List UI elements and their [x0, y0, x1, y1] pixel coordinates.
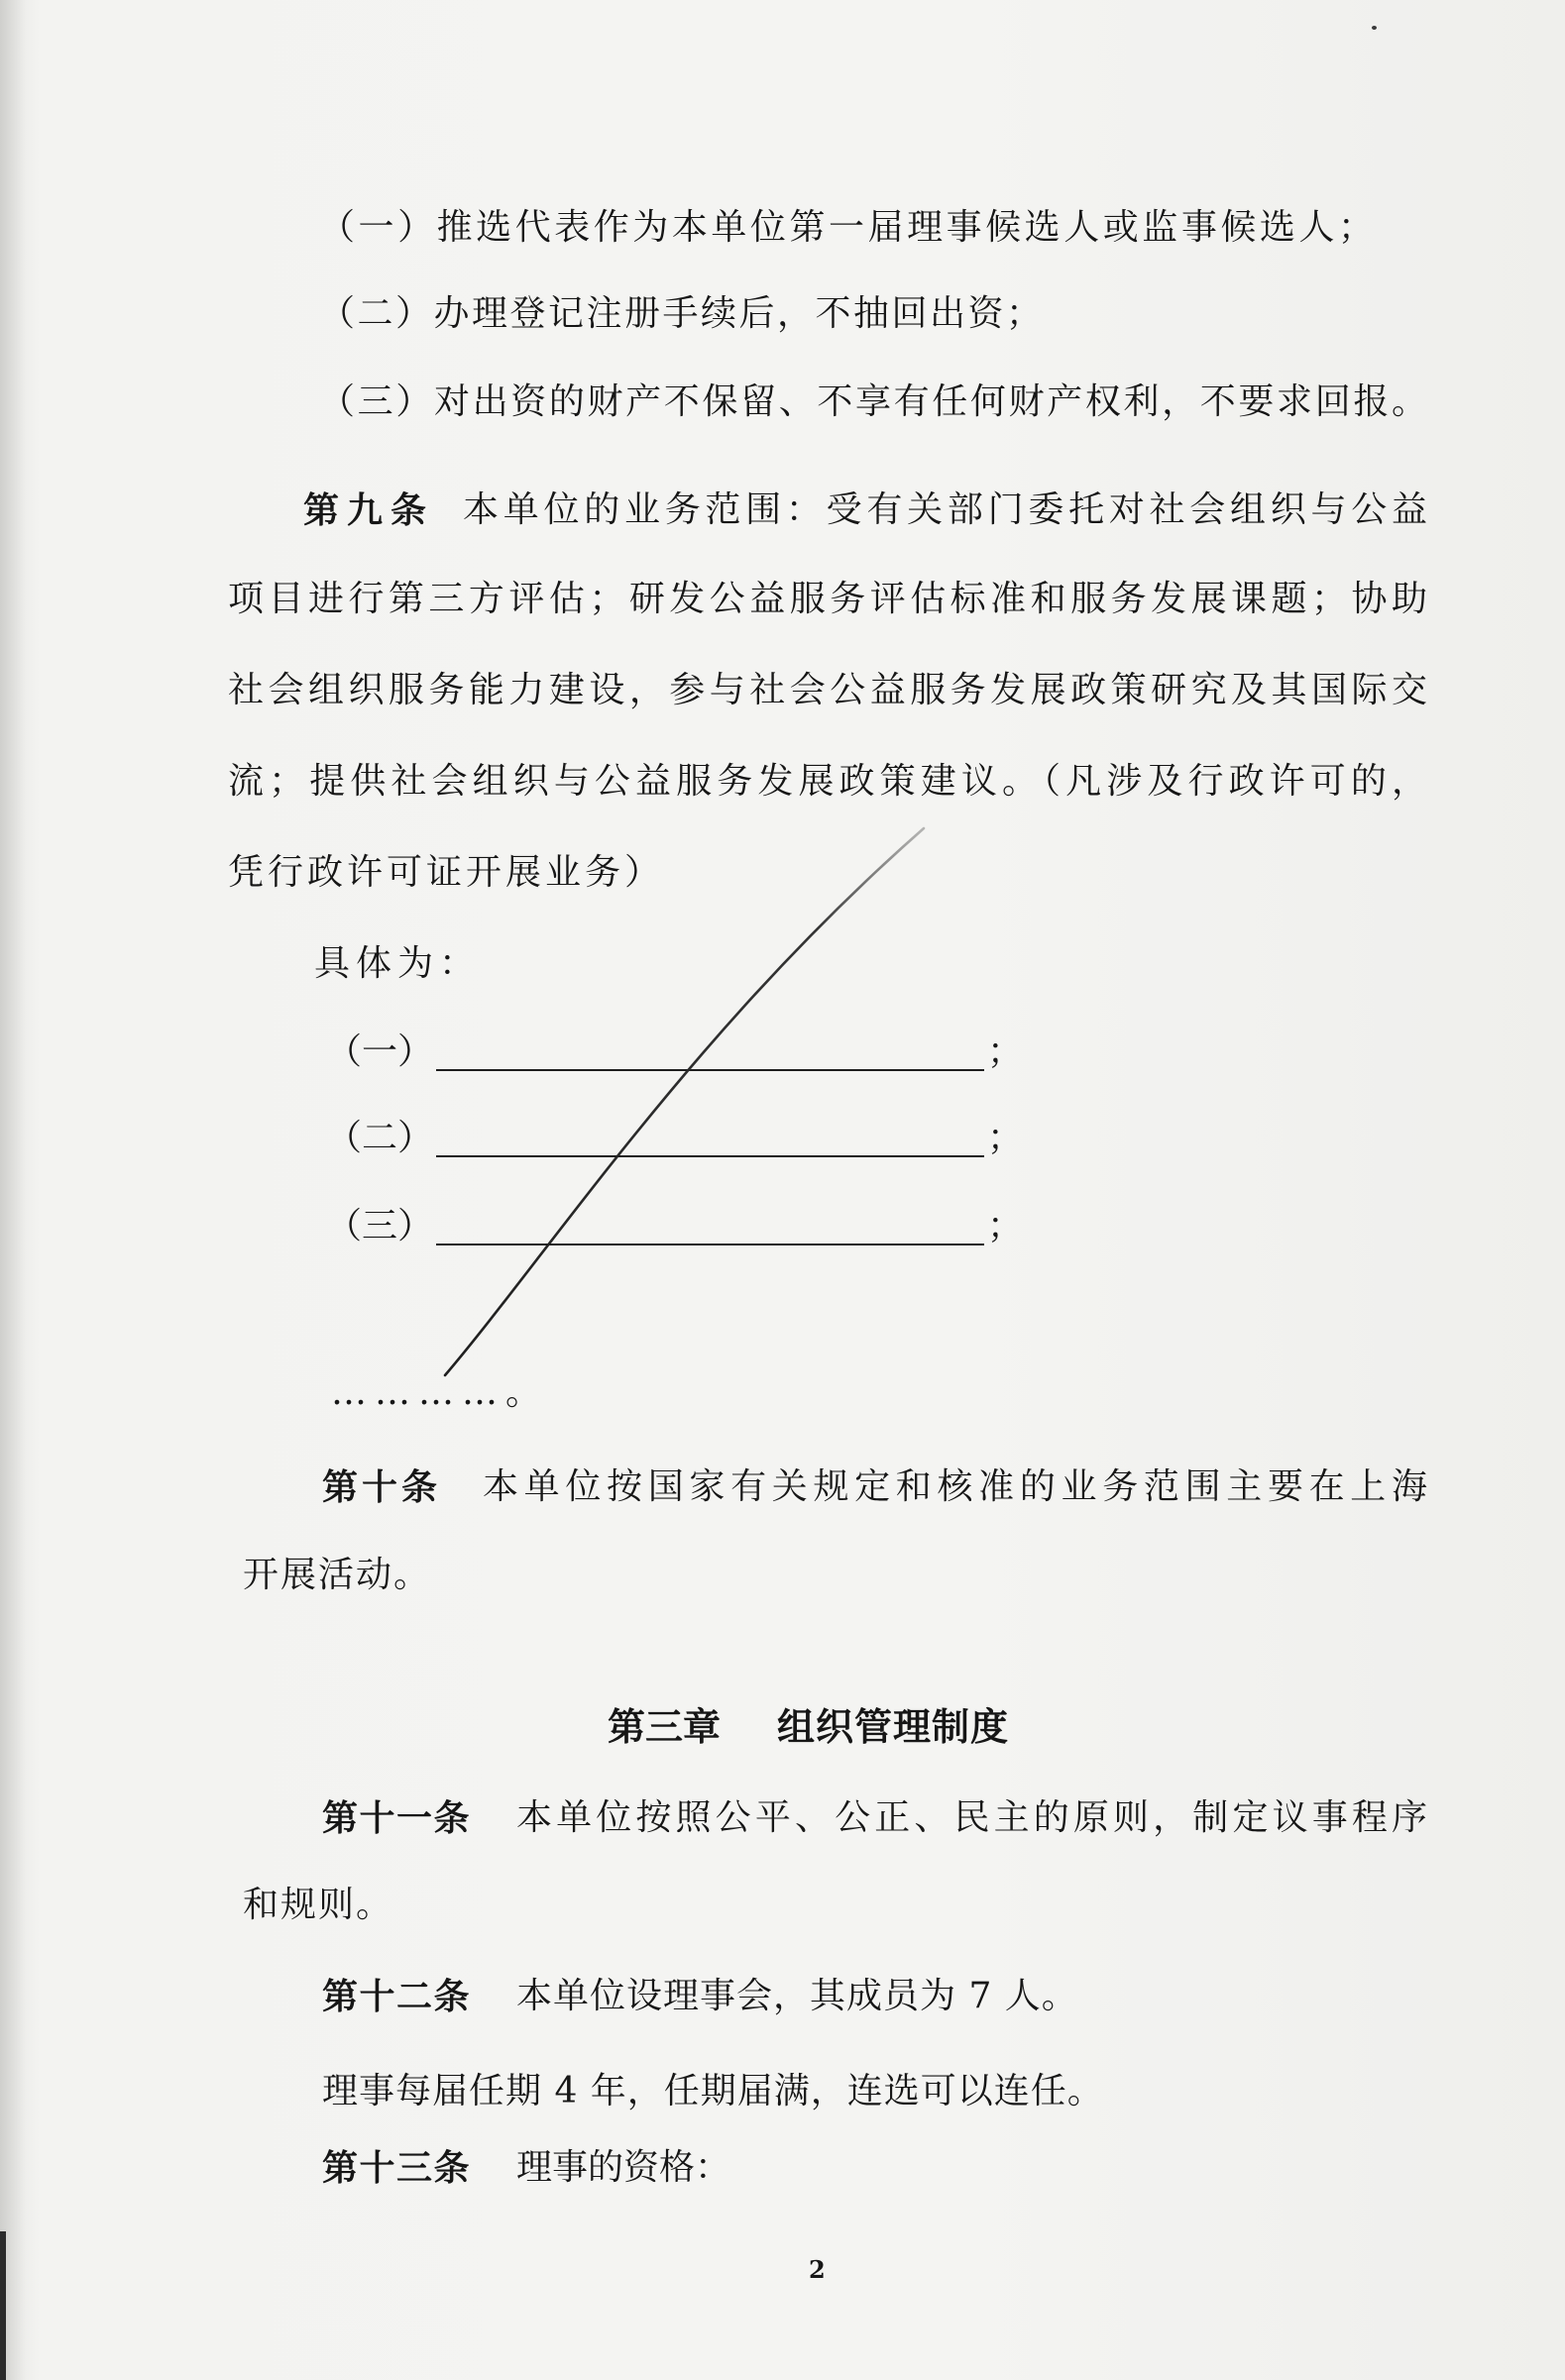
blank-item-end: ；	[987, 1206, 1024, 1246]
list-item	[319, 206, 1374, 250]
chapter-number: 第三章	[608, 1704, 722, 1749]
article-text-line: 和规则。	[243, 1885, 394, 1925]
strike-stroke	[445, 828, 924, 1375]
article-text-line: 凭行政许可证开展业务）	[228, 852, 665, 893]
article-label: 第十条	[322, 1466, 442, 1508]
article-text-line: 本单位的业务范围：受有关部门委托对社会组织与公益	[463, 489, 1427, 530]
article-label: 第十二条	[322, 1976, 472, 2017]
list-item-text: 推选代表作为本单位第一届理事候选人或监事候选人；	[436, 207, 1374, 248]
blank-item-marker: （二）	[326, 1118, 434, 1158]
article-label: 第十三条	[322, 2147, 472, 2189]
blank-item-end: ；	[987, 1031, 1024, 1072]
specific-intro: 具体为：	[314, 943, 482, 984]
article-text-line: 本单位按照公平、公正、民主的原则，制定议事程序	[516, 1797, 1427, 1838]
blank-underline	[436, 1244, 984, 1245]
page-number: 2	[809, 2255, 826, 2284]
scan-edge-shadow	[0, 0, 26, 2380]
article-label: 第十一条	[322, 1797, 472, 1839]
article-text-line: 开展活动。	[243, 1555, 432, 1595]
article-text-line: 理事的资格：	[516, 2147, 731, 2188]
article-label: 第九条	[303, 489, 435, 531]
ellipsis-line: …………。	[331, 1372, 550, 1413]
scan-edge-strip	[0, 2231, 6, 2380]
blank-item-marker: （三）	[326, 1206, 434, 1246]
article-text-line: 项目进行第三方评估；研发公益服务评估标准和服务发展课题；协助	[228, 579, 1427, 619]
blank-underline	[436, 1155, 984, 1157]
article-text-line: 本单位按国家有关规定和核准的业务范围主要在上海	[483, 1466, 1427, 1507]
list-item-text: 对出资的财产不保留、不享有任何财产权利，不要求回报。	[433, 381, 1427, 422]
list-marker: （二）	[319, 293, 434, 334]
chapter-title: 组织管理制度	[777, 1704, 1010, 1749]
list-item	[319, 380, 1427, 424]
article-text-line: 社会组织服务能力建设，参与社会公益服务发展政策研究及其国际交	[228, 670, 1427, 710]
list-marker: （一）	[319, 207, 437, 248]
blank-item-marker: （一）	[326, 1031, 434, 1072]
list-marker: （三）	[319, 381, 434, 422]
article-text-line: 本单位设理事会，其成员为 7 人。	[516, 1976, 1078, 2016]
list-item-text: 办理登记注册手续后，不抽回出资；	[433, 293, 1045, 334]
article-text-line: 理事每届任期 4 年，任期届满，连选可以连任。	[322, 2071, 1104, 2111]
scan-speck	[1372, 26, 1377, 30]
blank-underline	[436, 1069, 984, 1071]
article-text-line: 流；提供社会组织与公益服务发展政策建议。（凡涉及行政许可的，	[228, 761, 1427, 802]
blank-item-end: ；	[987, 1118, 1024, 1158]
list-item	[319, 292, 1045, 336]
